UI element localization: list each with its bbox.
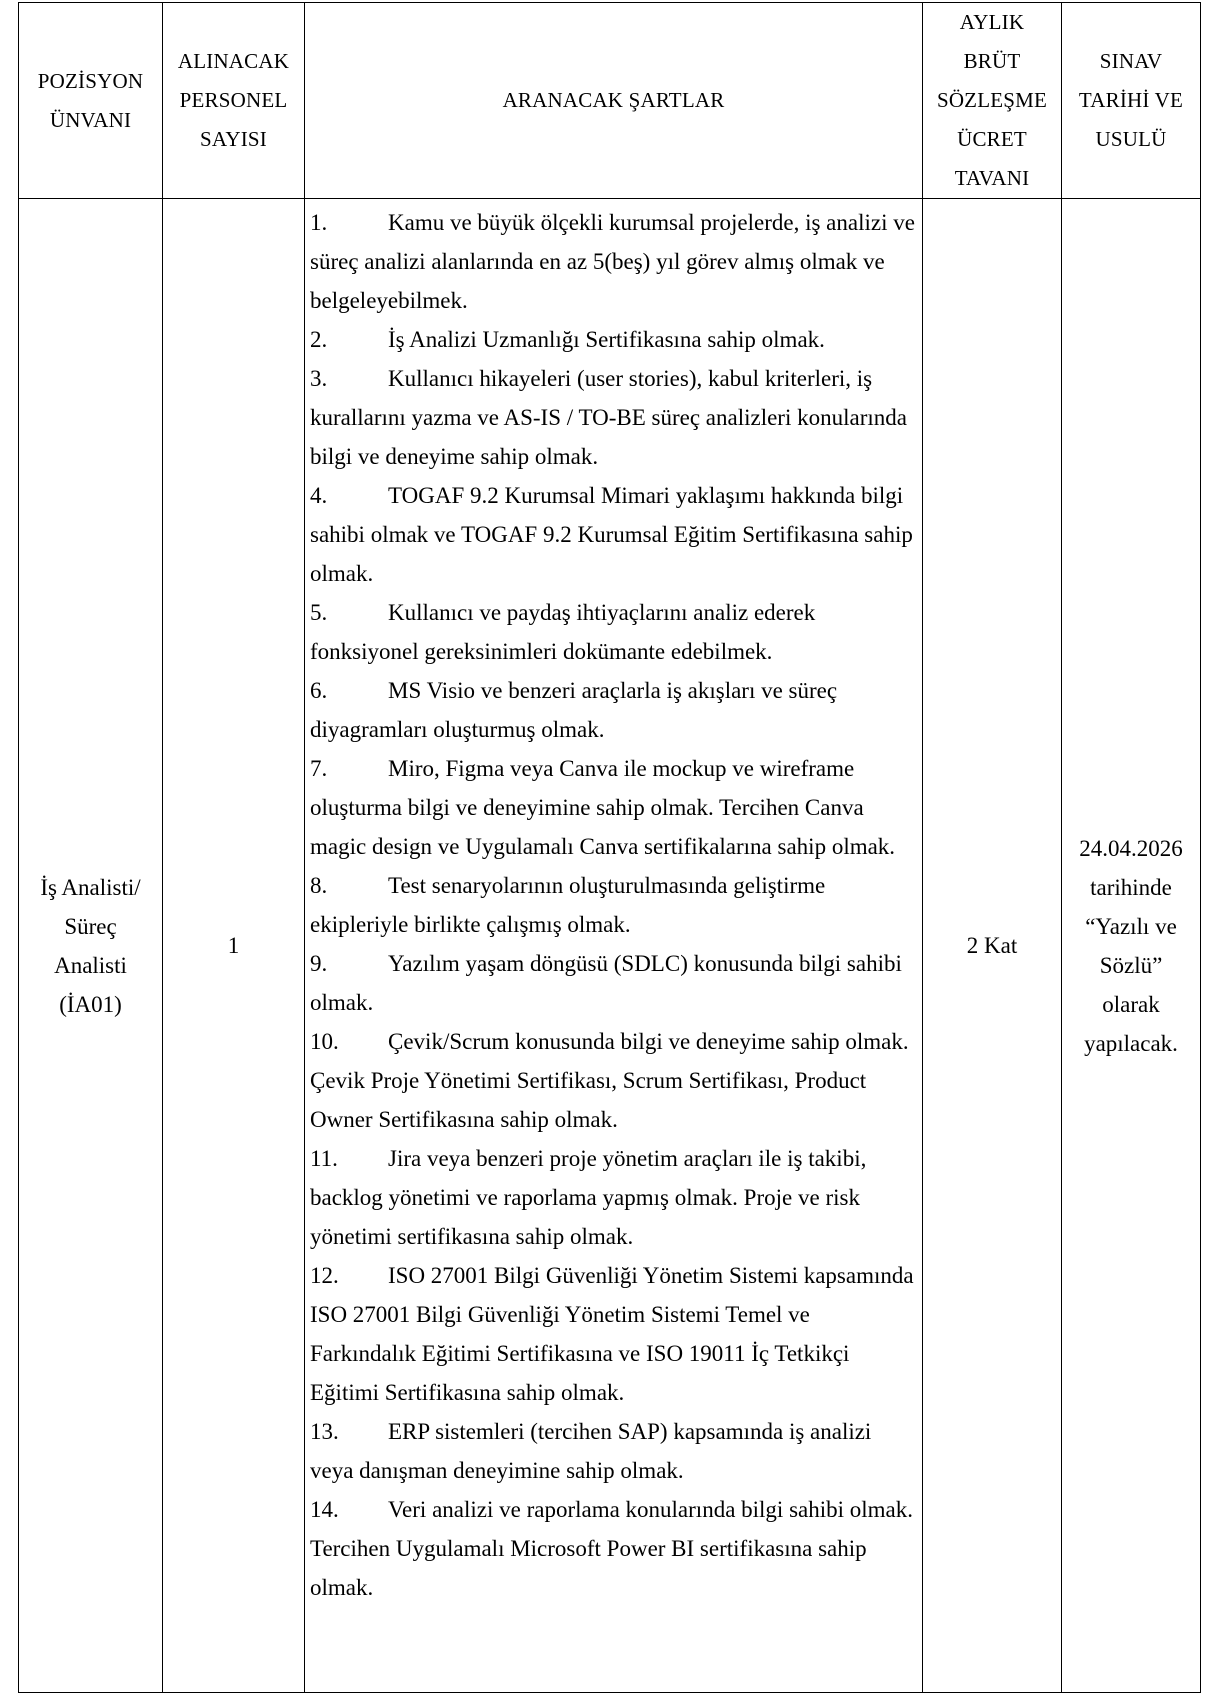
- exam-date-method-cell: [1062, 199, 1201, 1693]
- requirement-text: Jira veya benzeri proje yönetim araçları ile iş takibi, backlog yönetimi ve raporlama yapmış olmak. Proje ve risk yönetimi sertifikasına sahip olmak.: [310, 1146, 867, 1249]
- requirement-text: Yazılım yaşam döngüsü (SDLC) konusunda bilgi sahibi olmak.: [310, 951, 902, 1015]
- requirement-number: 14.: [310, 1497, 339, 1522]
- cell-line: yapılacak.: [1084, 1030, 1178, 1056]
- requirement-number: 10.: [310, 1029, 339, 1054]
- cell-line: tarihinde: [1090, 874, 1172, 900]
- requirement-number: 3.: [310, 366, 328, 391]
- header-line: SAYISI: [200, 127, 267, 151]
- requirement-item: [310, 671, 918, 749]
- requirement-number: 1.: [310, 210, 328, 235]
- header-exam-date-method: [1062, 3, 1201, 199]
- requirement-number: 9.: [310, 951, 328, 976]
- header-personnel-count: [163, 3, 305, 199]
- requirement-text: ERP sistemleri (tercihen SAP) kapsamında iş analizi veya danışman deneyimine sahip olmak.: [310, 1419, 872, 1483]
- requirement-item: [310, 476, 918, 593]
- requirement-item: [310, 944, 918, 1022]
- requirement-text: Miro, Figma veya Canva ile mockup ve wireframe oluşturma bilgi ve deneyimine sahip olmak. Tercihen Canva magic design ve Uygulamalı Canva sertifikalarına sahip olmak.: [310, 756, 896, 859]
- header-line: TAVANI: [954, 166, 1030, 190]
- requirement-text: ISO 27001 Bilgi Güvenliği Yönetim Sistemi kapsamında ISO 27001 Bilgi Güvenliği Yönetim Sistemi Temel ve Farkındalık Eğitimi Sertifikasına ve ISO 19011 İç Tetkikçi Eğitimi Sertifikasına sahip olmak.: [310, 1263, 914, 1405]
- header-line: USULÜ: [1095, 127, 1167, 151]
- position-title-cell: [19, 199, 163, 1693]
- requirement-text: MS Visio ve benzeri araçlarla iş akışları ve süreç diyagramları oluşturmuş olmak.: [310, 678, 838, 742]
- requirement-number: 6.: [310, 678, 328, 703]
- header-line: SÖZLEŞME: [936, 88, 1048, 112]
- cell-line: Analisti: [54, 952, 127, 978]
- header-line: SINAV: [1099, 49, 1163, 73]
- cell-line: “Yazılı ve: [1085, 913, 1177, 939]
- requirement-number: 7.: [310, 756, 328, 781]
- requirement-item: [310, 1412, 918, 1490]
- requirement-number: 11.: [310, 1146, 338, 1171]
- header-salary-cap: [923, 3, 1062, 199]
- header-requirements: [305, 3, 923, 199]
- requirement-text: Veri analizi ve raporlama konularında bilgi sahibi olmak. Tercihen Uygulamalı Microsoft Power BI sertifikasına sahip olmak.: [310, 1497, 914, 1600]
- header-line: ARANACAK ŞARTLAR: [502, 88, 725, 112]
- position-table: [18, 2, 1201, 1693]
- header-position-title: [19, 3, 163, 199]
- requirement-text: TOGAF 9.2 Kurumsal Mimari yaklaşımı hakkında bilgi sahibi olmak ve TOGAF 9.2 Kurumsal Eğitim Sertifikasına sahip olmak.: [310, 483, 913, 586]
- requirement-number: 2.: [310, 327, 328, 352]
- requirement-item: [310, 1490, 918, 1607]
- cell-line: (İA01): [59, 991, 122, 1017]
- requirement-text: Kullanıcı hikayeleri (user stories), kabul kriterleri, iş kurallarını yazma ve AS-IS / TO-BE süreç analizleri konularında bilgi ve deneyime sahip olmak.: [310, 366, 907, 469]
- header-line: AYLIK: [959, 10, 1025, 34]
- requirement-text: İş Analizi Uzmanlığı Sertifikasına sahip olmak.: [388, 327, 825, 352]
- requirement-text: Çevik/Scrum konusunda bilgi ve deneyime sahip olmak. Çevik Proje Yönetimi Sertifikası, Scrum Sertifikası, Product Owner Sertifikasına sahip olmak.: [310, 1029, 909, 1132]
- requirements-cell: [305, 199, 923, 1693]
- requirements-list: [310, 203, 918, 1607]
- header-line: ALINACAK: [177, 49, 290, 73]
- personnel-count-cell: 1: [163, 199, 305, 1693]
- requirement-item: [310, 320, 918, 359]
- requirement-item: [310, 359, 918, 476]
- requirement-text: Kamu ve büyük ölçekli kurumsal projelerde, iş analizi ve süreç analizi alanlarında en az 5(beş) yıl görev almış olmak ve belgeleyebilmek.: [310, 210, 915, 313]
- header-row: [19, 3, 1201, 199]
- salary-cap-cell: 2 Kat: [923, 199, 1062, 1693]
- requirement-number: 5.: [310, 600, 328, 625]
- requirement-number: 13.: [310, 1419, 339, 1444]
- requirement-item: [310, 1139, 918, 1256]
- header-line: BRÜT: [963, 49, 1021, 73]
- requirement-item: [310, 749, 918, 866]
- cell-line: 24.04.2026: [1079, 835, 1183, 861]
- requirement-text: Test senaryolarının oluşturulmasında geliştirme ekipleriyle birlikte çalışmış olmak.: [310, 873, 826, 937]
- requirement-number: 12.: [310, 1263, 339, 1288]
- requirement-number: 4.: [310, 483, 328, 508]
- requirement-item: [310, 866, 918, 944]
- header-line: POZİSYON: [37, 68, 144, 93]
- requirement-number: 8.: [310, 873, 328, 898]
- cell-line: Süreç: [64, 913, 117, 939]
- cell-line: Sözlü”: [1099, 952, 1163, 978]
- requirement-item: [310, 203, 918, 320]
- requirement-item: [310, 1256, 918, 1412]
- requirement-item: [310, 1022, 918, 1139]
- header-line: ÜCRET: [957, 127, 1027, 151]
- table-row: [19, 199, 1201, 1693]
- header-line: TARİHİ VE: [1078, 88, 1184, 112]
- requirement-item: [310, 593, 918, 671]
- header-line: ÜNVANI: [49, 107, 132, 132]
- header-line: PERSONEL: [179, 88, 288, 112]
- cell-line: İş Analisti/: [40, 874, 141, 900]
- cell-line: olarak: [1102, 991, 1160, 1017]
- requirement-text: Kullanıcı ve paydaş ihtiyaçlarını analiz ederek fonksiyonel gereksinimleri dokümante edebilmek.: [310, 600, 816, 664]
